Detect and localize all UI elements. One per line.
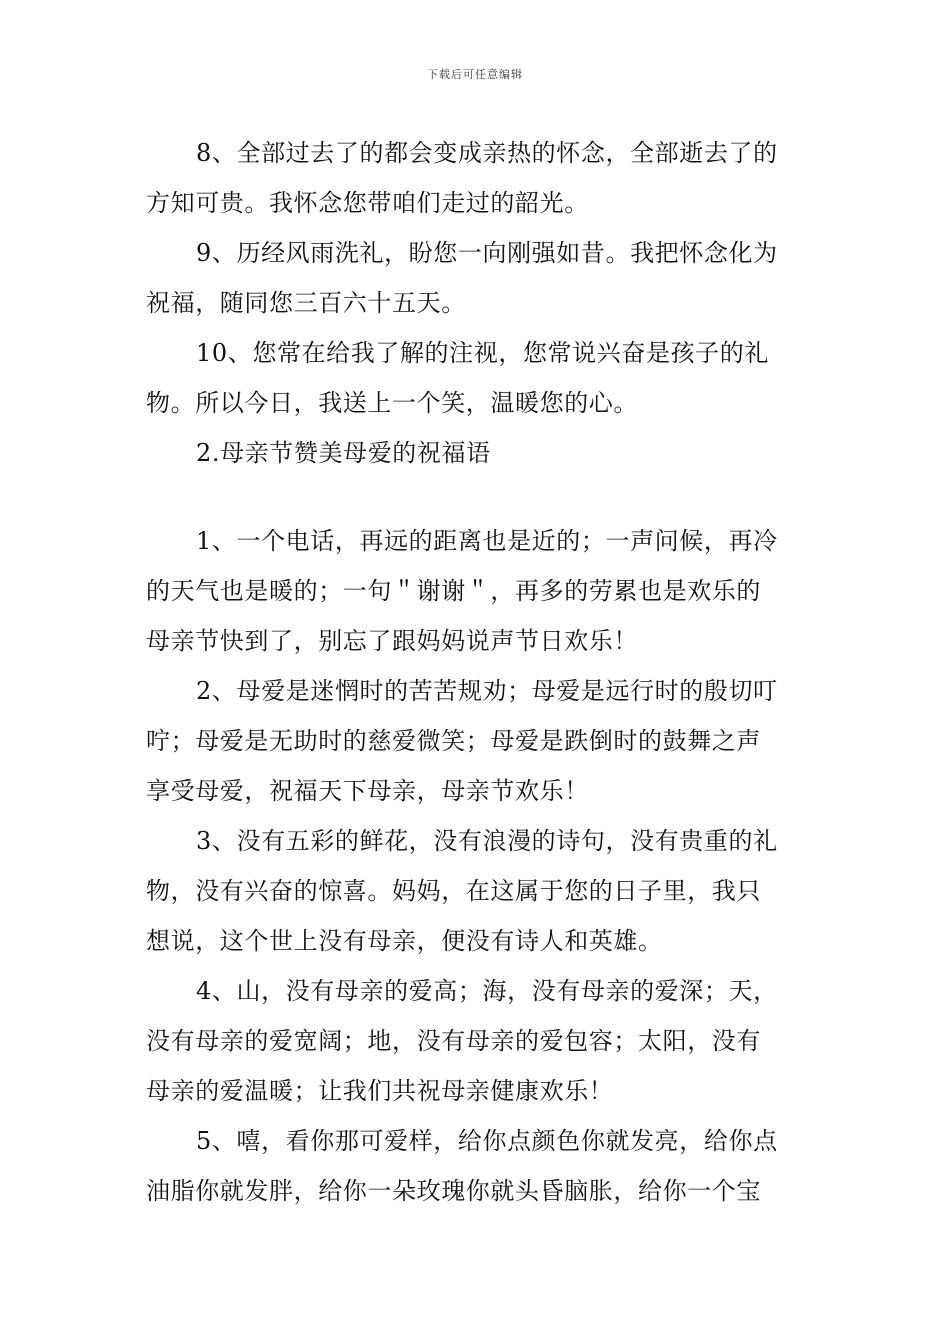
document-body xyxy=(146,128,810,1216)
paragraph-line: 10、您常在给我了解的注视，您常说兴奋是孩子的礼 xyxy=(196,339,769,367)
paragraph-line: 油脂你就发胖，给你一朵玫瑰你就头昏脑胀，给你一个宝 xyxy=(146,1177,761,1205)
paragraph-line: 母亲节快到了，别忘了跟妈妈说声节日欢乐！ xyxy=(146,627,638,655)
paragraph-line: 8、全部过去了的都会变成亲热的怀念，全部逝去了的 xyxy=(196,139,778,167)
paragraph-line: 享受母爱，祝福天下母亲，母亲节欢乐！ xyxy=(146,777,589,805)
paragraph-line: 母亲的爱温暖；让我们共祝母亲健康欢乐！ xyxy=(146,1077,614,1105)
paragraph-line: 2、母爱是迷惘时的苦苦规劝；母爱是远行时的殷切叮 xyxy=(196,677,778,705)
paragraph-line: 想说，这个世上没有母亲，便没有诗人和英雄。 xyxy=(146,927,663,955)
paragraph-line: 1、一个电话，再远的距离也是近的；一声问候，再冷 xyxy=(196,527,778,555)
paragraph-line: 4、山，没有母亲的爱高；海，没有母亲的爱深；天， xyxy=(196,977,778,1005)
paragraph-line: 的天气也是暖的；一句＂谢谢＂，再多的劳累也是欢乐的 xyxy=(146,577,761,605)
section-heading: 2.母亲节赞美母爱的祝福语 xyxy=(196,439,491,467)
page-header: 下载后可任意编辑 xyxy=(427,68,523,81)
paragraph-line: 祝福，随同您三百六十五天。 xyxy=(146,289,466,317)
paragraph-line: 3、没有五彩的鲜花，没有浪漫的诗句，没有贵重的礼 xyxy=(196,827,778,855)
paragraph-line: 没有母亲的爱宽阔；地，没有母亲的爱包容；太阳，没有 xyxy=(146,1027,761,1055)
paragraph-line: 物，没有兴奋的惊喜。妈妈，在这属于您的日子里，我只 xyxy=(146,877,761,905)
paragraph-line: 方知可贵。我怀念您带咱们走过的韶光。 xyxy=(146,189,589,217)
paragraph-line: 咛；母爱是无助时的慈爱微笑；母爱是跌倒时的鼓舞之声 xyxy=(146,727,761,755)
section-spacer xyxy=(146,478,810,516)
paragraph-line: 5、嘻，看你那可爱样，给你点颜色你就发亮，给你点 xyxy=(196,1127,778,1155)
paragraph-line: 物。所以今日，我送上一个笑，温暖您的心。 xyxy=(146,389,638,417)
paragraph-line: 9、历经风雨洗礼，盼您一向刚强如昔。我把怀念化为 xyxy=(196,239,778,267)
